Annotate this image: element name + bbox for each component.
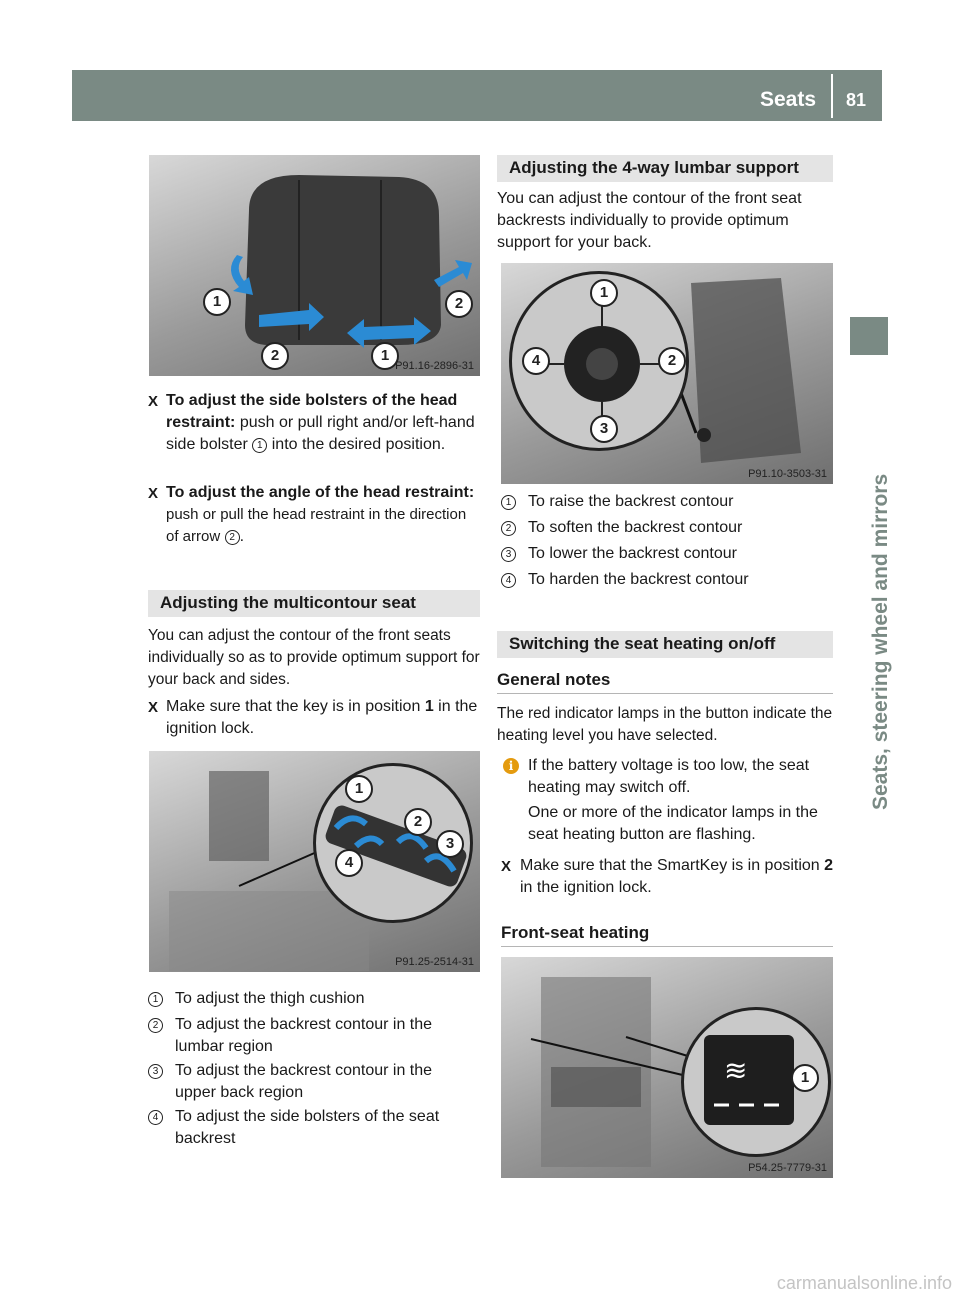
watermark: carmanualsonline.info: [776, 1273, 952, 1293]
chapter-tab-marker: [850, 317, 888, 355]
callout-1a: 1: [203, 288, 231, 316]
step-text: in the ignition lock.: [520, 879, 652, 896]
callout-1b: 1: [371, 342, 399, 370]
legend-number: 1: [501, 495, 516, 510]
instruction-side-bolsters: [166, 390, 482, 456]
instruction-text: push or pull the head restraint in the direction of arrow: [166, 506, 467, 545]
info-icon: i: [503, 758, 519, 774]
figure-code: P91.16-2896-31: [395, 360, 474, 372]
lumbar-support-image: [501, 263, 833, 484]
legend-item: To soften the backrest contour: [528, 519, 743, 536]
step-marker: X: [148, 485, 159, 502]
legend-item: To harden the backrest contour: [528, 571, 749, 588]
legend-number: 1: [148, 992, 163, 1007]
instruction-label: To adjust the side bolsters of the head restraint:: [166, 392, 458, 431]
subheading-general-notes: General notes: [497, 670, 611, 689]
page-header-title: Seats: [760, 88, 817, 111]
header-divider: [831, 74, 833, 118]
legend-item: To adjust the side bolsters of the seat backrest: [175, 1108, 440, 1147]
callout-3: 3: [590, 415, 618, 443]
heating-step: [520, 855, 835, 899]
divider: [501, 946, 833, 947]
figure-code: P91.10-3503-31: [748, 468, 827, 480]
multicontour-intro: You can adjust the contour of the front seats individually so as to provide optimum support for your back and sides.: [148, 627, 480, 688]
page-number: 81: [846, 90, 867, 110]
head-restraint-image: [149, 155, 480, 376]
section-heading-lumbar: Adjusting the 4-way lumbar support: [497, 155, 833, 182]
callout-3: 3: [436, 830, 464, 858]
step-text: in the ignition lock.: [166, 698, 478, 737]
callout-2: 2: [404, 808, 432, 836]
step-text: Make sure that the key is in position: [166, 698, 421, 715]
divider: [497, 693, 833, 694]
callout-1: 1: [590, 279, 618, 307]
key-position: 2: [824, 857, 834, 874]
legend-number: 2: [148, 1018, 163, 1033]
multicontour-seat-image: [149, 751, 480, 972]
step-marker: X: [148, 393, 159, 410]
callout-1: 1: [345, 775, 373, 803]
instruction-text: .: [239, 528, 245, 545]
step-marker: X: [148, 699, 159, 716]
callout-4: 4: [522, 347, 550, 375]
legend-number: 3: [148, 1064, 163, 1079]
instruction-angle: [166, 482, 482, 548]
section-heading-heating: Switching the seat heating on/off: [497, 631, 833, 658]
chapter-tab: [869, 380, 893, 810]
chapter-tab-label: Seats, steering wheel and mirrors: [869, 473, 892, 810]
multicontour-step: [166, 696, 482, 740]
legend-item: To raise the backrest contour: [528, 493, 734, 510]
callout-2: 2: [658, 347, 686, 375]
figure-code: P54.25-7779-31: [748, 1162, 827, 1174]
instruction-text: push or pull right and/or left-hand side bolster: [166, 414, 475, 453]
step-text: Make sure that the SmartKey is in position: [520, 857, 820, 874]
info-note: If the battery voltage is too low, the seat heating may switch off.: [528, 757, 810, 796]
figure-code: P91.25-2514-31: [395, 956, 474, 968]
legend-number: 3: [501, 547, 516, 562]
ref-number: 2: [225, 530, 240, 545]
info-note-2: One or more of the indicator lamps in the seat heating button are flashing.: [528, 804, 818, 843]
key-position: 1: [424, 698, 434, 715]
callout-1: 1: [791, 1064, 819, 1092]
legend-number: 2: [501, 521, 516, 536]
callout-2a: 2: [445, 290, 473, 318]
instruction-label: To adjust the angle of the head restraint:: [166, 484, 475, 501]
svg-text:≋: ≋: [724, 1054, 748, 1087]
step-marker: X: [501, 858, 512, 875]
lumbar-intro: You can adjust the contour of the front seat backrests individually to provide optimum support for your back.: [497, 190, 802, 251]
subheading-front-seat-heating: Front-seat heating: [501, 923, 650, 942]
legend-item: To adjust the thigh cushion: [175, 990, 365, 1007]
section-heading-multicontour: Adjusting the multicontour seat: [148, 590, 480, 617]
callout-4: 4: [335, 849, 363, 877]
legend-item: To adjust the backrest contour in the upper back region: [175, 1062, 433, 1101]
ref-number: 1: [252, 438, 267, 453]
legend-item: To lower the backrest contour: [528, 545, 737, 562]
legend-item: To adjust the backrest contour in the lumbar region: [175, 1016, 433, 1055]
legend-number: 4: [148, 1110, 163, 1125]
legend-number: 4: [501, 573, 516, 588]
instruction-text: into the desired position.: [271, 436, 446, 453]
head-restraint-illustration: [149, 155, 480, 376]
callout-2b: 2: [261, 342, 289, 370]
heating-intro: The red indicator lamps in the button indicate the heating level you have selected.: [497, 705, 833, 744]
seat-heating-image: [501, 957, 833, 1178]
